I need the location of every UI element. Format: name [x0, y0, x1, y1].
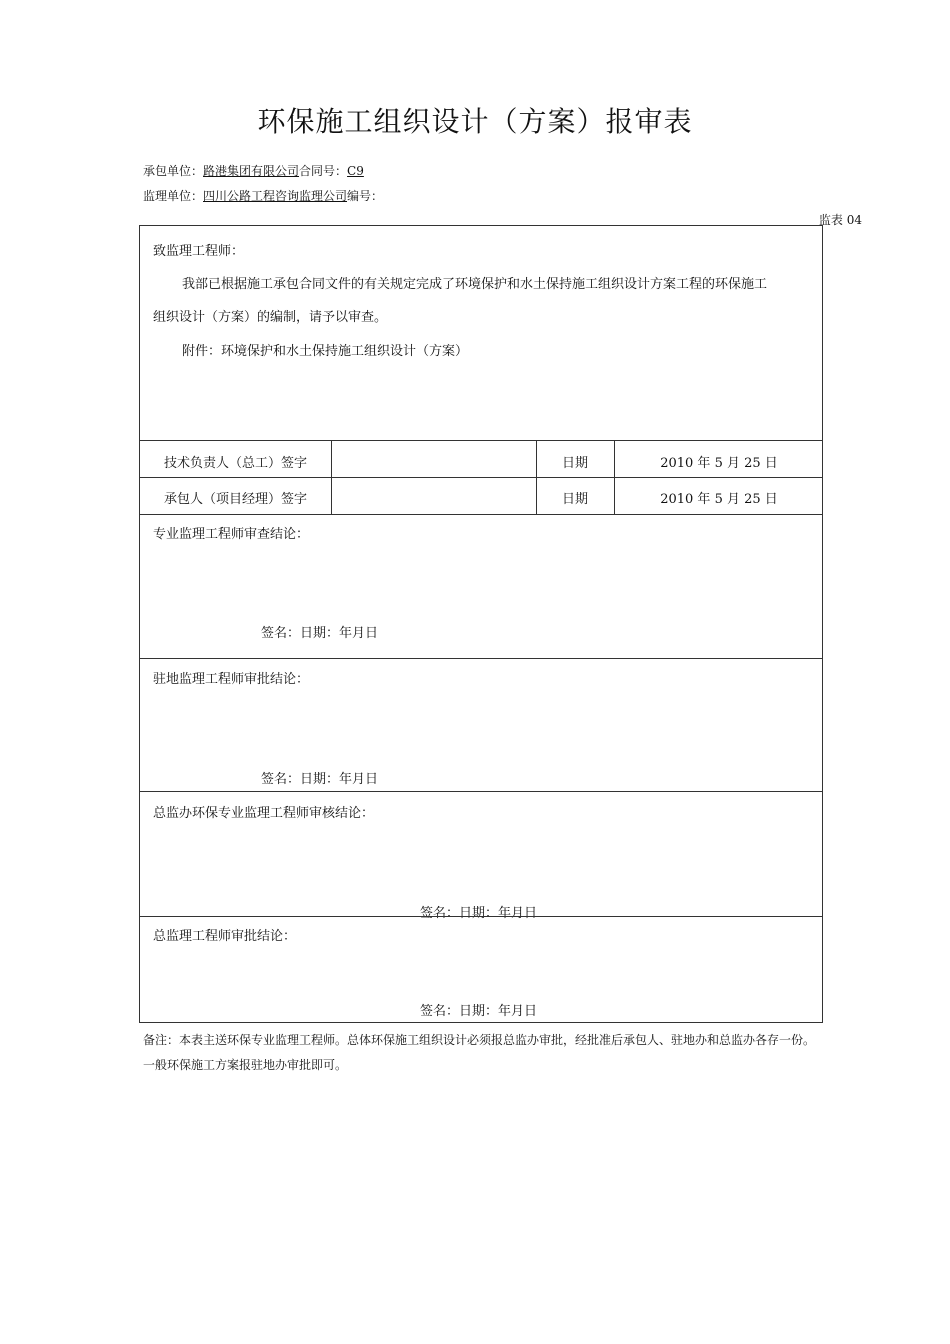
supervisor-value: 四川公路工程咨询监理公司 [203, 189, 348, 203]
date-label-2: 日期 [561, 492, 588, 507]
form-number: 监表 04 [818, 213, 862, 227]
contractor-label: 承包单位： [143, 164, 204, 178]
review-title-resident: 驻地监理工程师审批结论： [153, 672, 310, 687]
contractor-line [143, 162, 364, 179]
salutation: 致监理工程师： [153, 244, 245, 259]
review-sign-specialist: 签名：日期：年月日 [261, 626, 379, 641]
review-sign-env-specialist: 签名：日期：年月日 [420, 906, 538, 921]
request-body-line2: 组织设计（方案）的编制，请予以审查。 [153, 310, 388, 325]
divider [331, 440, 332, 514]
divider [140, 514, 822, 515]
contract-no-label: 合同号： [299, 164, 348, 178]
divider [140, 658, 822, 659]
divider [140, 791, 822, 792]
supervisor-label: 监理单位： [143, 189, 204, 203]
contract-no-value: C9 [347, 164, 364, 178]
signature-role-1: 技术负责人（总工）签字 [163, 456, 307, 471]
signature-date-2: 2010 年 5 月 25 日 [660, 492, 778, 507]
review-title-chief: 总监理工程师审批结论： [153, 929, 297, 944]
note-line-2: 一般环保施工方案报驻地办审批即可。 [143, 1058, 348, 1072]
signature-role-2: 承包人（项目经理）签字 [163, 492, 307, 507]
contractor-value: 路港集团有限公司 [203, 164, 300, 178]
divider [140, 440, 822, 441]
review-sign-resident: 签名：日期：年月日 [261, 772, 379, 787]
review-sign-chief: 签名：日期：年月日 [420, 1004, 538, 1019]
note-line-1: 备注：本表主送环保专业监理工程师。总体环保施工组织设计必须报总监办审批，经批准后承包人、驻地办和总监办各存一份。 [143, 1033, 816, 1047]
request-body-line1: 我部已根据施工承包合同文件的有关规定完成了环境保护和水土保持施工组织设计方案工程的环保施工 [182, 277, 768, 292]
signature-date-1: 2010 年 5 月 25 日 [660, 456, 778, 471]
review-title-env-specialist: 总监办环保专业监理工程师审核结论： [153, 806, 375, 821]
serial-label: 编号： [347, 189, 384, 203]
review-form-table [139, 225, 823, 1023]
divider [140, 477, 822, 478]
divider [140, 916, 822, 917]
supervisor-line [143, 187, 383, 204]
attachment-line: 附件：环境保护和水土保持施工组织设计（方案） [182, 344, 469, 359]
review-title-specialist: 专业监理工程师审查结论： [153, 527, 310, 542]
page-title: 环保施工组织设计（方案）报审表 [257, 105, 693, 138]
date-label-1: 日期 [561, 456, 588, 471]
